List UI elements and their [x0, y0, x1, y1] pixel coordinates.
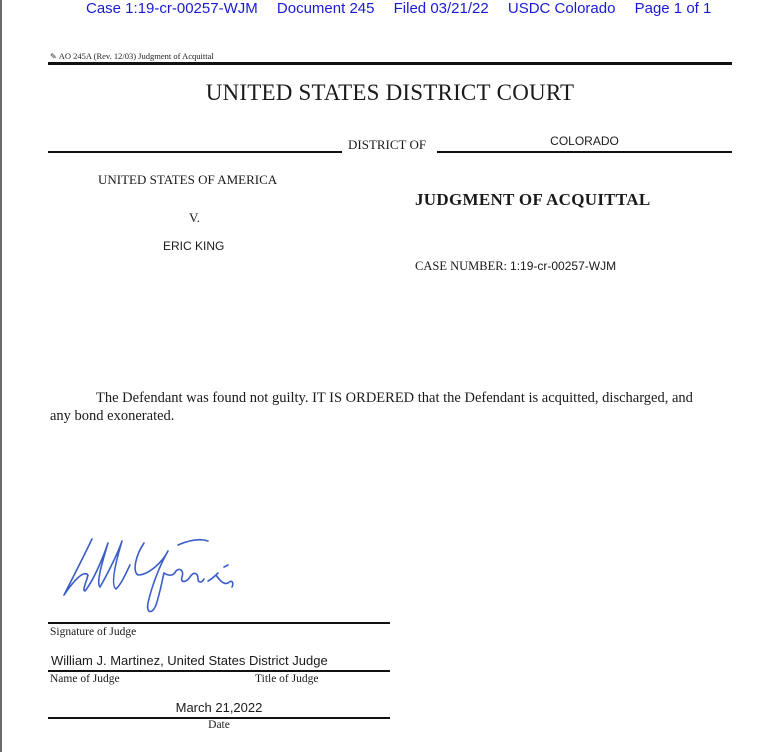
ecf-header-stamp: [86, 0, 726, 18]
stamp-court: USDC Colorado: [507, 0, 616, 17]
case-number-label: CASE NUMBER:: [415, 259, 508, 273]
court-title-initial: C: [496, 80, 513, 105]
form-identifier: [50, 51, 214, 61]
judge-signature: [52, 525, 252, 630]
handwritten-signature-icon: [52, 525, 252, 625]
signature-label: Signature of Judge: [50, 626, 137, 638]
court-title-word: OURT: [512, 80, 575, 105]
case-number-value: 1:19-cr-00257-WJM: [510, 259, 617, 273]
stamp-page: Page 1 of 1: [634, 0, 712, 17]
signature-date: March 21,2022: [175, 700, 263, 715]
date-label: Date: [208, 719, 230, 731]
title-label: Title of Judge: [255, 673, 319, 685]
court-title-initial: D: [385, 80, 403, 105]
district-rule-left: [48, 151, 342, 153]
name-rule: [48, 670, 390, 672]
stamp-document: Document 245: [276, 0, 375, 17]
district-rule-right: [437, 151, 732, 153]
order-text-content: The Defendant was found not guilty. IT IS ORDERED that the Defendant is acquitted, discharged, and any bond exonerated.: [50, 390, 693, 424]
header-rule: [48, 62, 732, 65]
judge-name: William J. Martinez, United States District Judge: [51, 653, 328, 668]
stamp-case: Case 1:19-cr-00257-WJM: [86, 0, 258, 17]
defendant-name: ERIC KING: [163, 239, 225, 253]
district-value: COLORADO: [550, 134, 619, 148]
court-title-word: NITED: [222, 80, 293, 105]
court-title-word: TATES: [311, 80, 380, 105]
judgment-title: JUDGMENT OF ACQUITTAL: [415, 190, 651, 209]
order-text: [50, 389, 710, 425]
case-number: [415, 259, 616, 274]
signature-rule: [48, 622, 390, 624]
court-title: [0, 80, 767, 106]
versus-label: V.: [189, 210, 200, 225]
plaintiff-name: UNITED STATES OF AMERICA: [98, 172, 278, 187]
district-label: DISTRICT OF: [348, 137, 427, 152]
name-label: Name of Judge: [50, 673, 120, 685]
court-title-initial: S: [298, 80, 312, 105]
court-title-word: ISTRICT: [402, 80, 491, 105]
page-left-border: [0, 0, 2, 752]
form-id-text: AO 245A (Rev. 12/03) Judgment of Acquittal: [58, 51, 214, 61]
pencil-icon: ✎: [50, 52, 57, 61]
court-title-initial: U: [205, 80, 223, 105]
stamp-filed: Filed 03/21/22: [393, 0, 489, 17]
